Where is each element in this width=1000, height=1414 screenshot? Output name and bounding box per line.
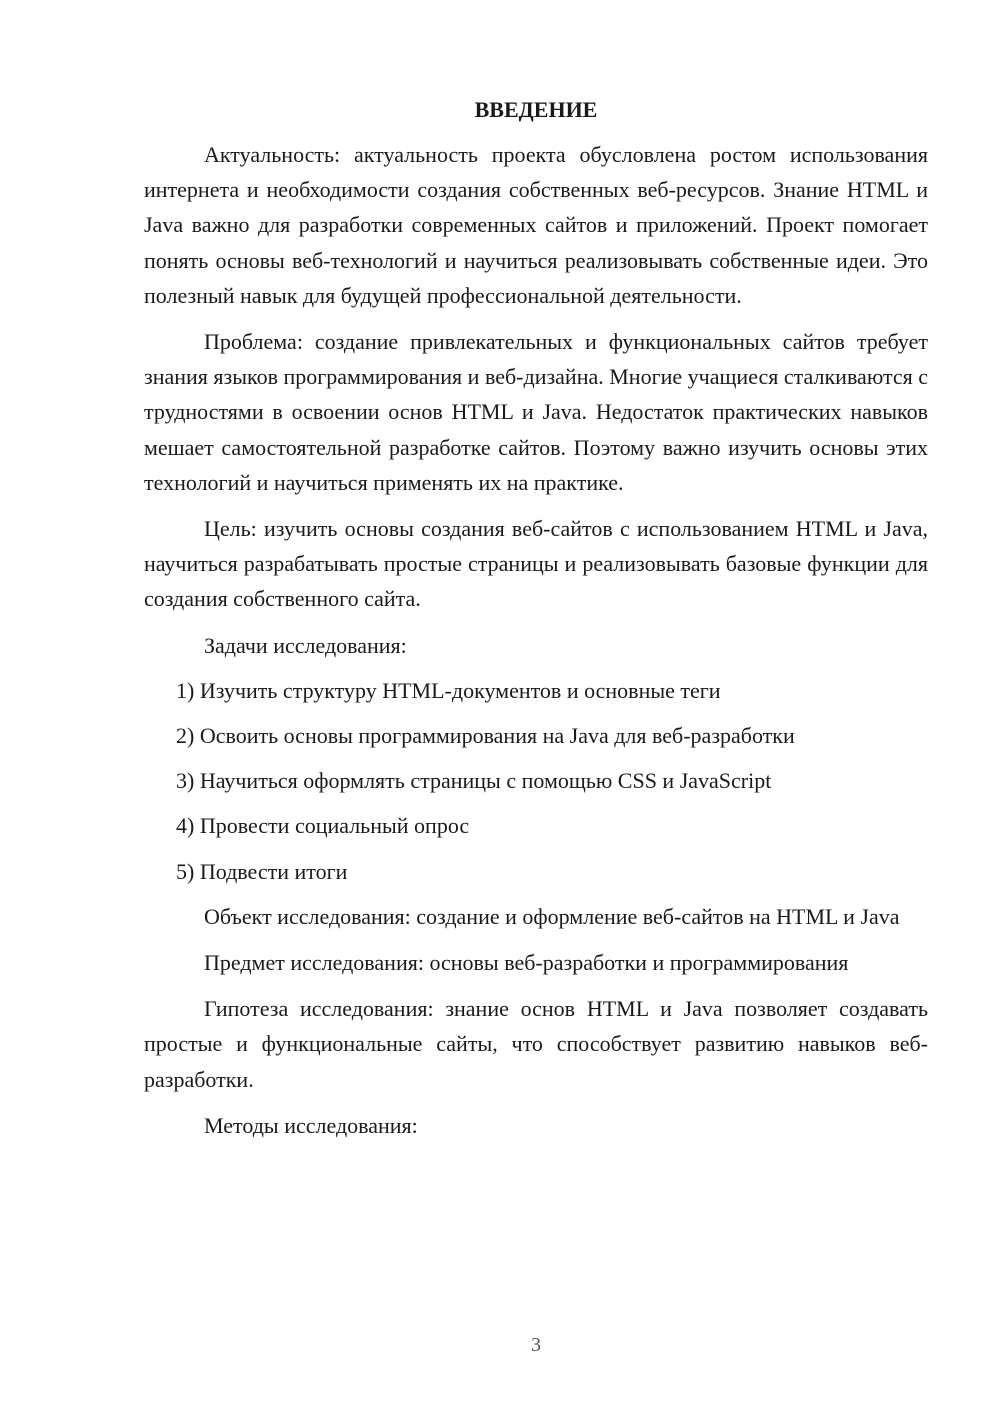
paragraph-hypothesis: Гипотеза исследования: знание основ HTML и Java позволяет создавать простые и функциональные сайты, что способствует развитию навыков веб-разработки.: [144, 996, 928, 1092]
paragraph-subject: Предмет исследования: основы веб-разработки и программирования: [204, 950, 849, 976]
tasks-list: [144, 673, 928, 889]
paragraph-relevance: Актуальность: актуальность проекта обусловлена ростом использования интернета и необходимости создания собственных веб-ресурсов. Знание HTML и Java важно для разработки современных сайтов и приложений. Проект помогает понять основы веб-технологий и научиться реализовывать собственные идеи. Это полезный навык для будущей профессиональной деятельности.: [144, 142, 928, 308]
list-item: 2) Освоить основы программирования на Java для веб-разработки: [176, 723, 795, 749]
list-item: 5) Подвести итоги: [176, 858, 348, 884]
page-title: ВВЕДЕНИЕ: [474, 97, 598, 122]
list-item: 3) Научиться оформлять страницы с помощью CSS и JavaScript: [176, 768, 772, 794]
page-content: [144, 92, 928, 1143]
paragraph-object: Объект исследования: создание и оформление веб-сайтов на HTML и Java: [204, 903, 900, 929]
list-item: 4) Провести социальный опрос: [176, 813, 470, 839]
page-number: 3: [531, 1334, 541, 1356]
paragraph-goal: Цель: изучить основы создания веб-сайтов с использованием HTML и Java, научиться разрабатывать простые страницы и реализовывать базовые функции для создания собственного сайта.: [144, 516, 928, 612]
tasks-title: Задачи исследования:: [204, 632, 407, 658]
list-item: 1) Изучить структуру HTML-документов и основные теги: [176, 677, 721, 703]
methods-title: Методы исследования:: [204, 1112, 418, 1138]
paragraph-problem: Проблема: создание привлекательных и функциональных сайтов требует знания языков программирования и веб-дизайна. Многие учащиеся сталкиваются с трудностями в освоении основ HTML и Java. Недостаток практических навыков мешает самостоятельной разработке сайтов. Поэтому важно изучить основы этих технологий и научиться применять их на практике.: [144, 329, 928, 495]
